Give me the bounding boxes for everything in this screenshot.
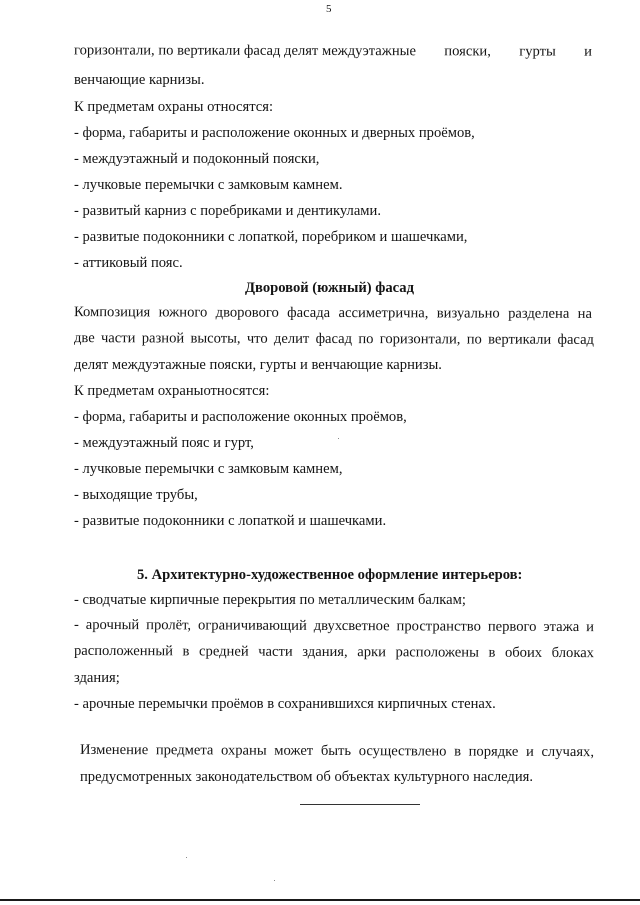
section-heading-interiors: 5. Архитектурно-художественное оформление интерьеров: — [137, 567, 523, 583]
section-heading-courtyard-facade: Дворовой (южный) фасад — [245, 280, 414, 296]
closing-paragraph-line-2: предусмотренных законодательством об объектах культурного наследия. — [80, 769, 534, 785]
scan-speck — [186, 857, 187, 858]
protected-items-intro-1: К предметам охраны относятся: — [74, 99, 274, 115]
list-item: - форма, габариты и расположение оконных и дверных проёмов, — [74, 125, 475, 141]
signature-divider-line — [300, 804, 420, 805]
paragraph-line-2: венчающие карнизы. — [74, 72, 205, 88]
page-number: 5 — [326, 3, 332, 15]
list-item: - сводчатые кирпичные перекрытия по металлическим балкам; — [74, 592, 466, 608]
list-item: - аттиковый пояс. — [74, 255, 183, 271]
scan-speck — [274, 880, 275, 881]
line-1-segment-1: горизонтали, по вертикали фасад делят междуэтажные — [73, 42, 416, 60]
list-item: - междуэтажный пояс и гурт, — [74, 435, 254, 451]
paragraph-line: Композиция южного дворового фасада ассиметрична, визуально разделена на — [73, 304, 593, 322]
paragraph-line: две части разной высоты, что делит фасад по горизонтали, по вертикали фасад — [73, 330, 595, 348]
list-item: - арочные перемычки проёмов в сохранившихся кирпичных стенах. — [74, 696, 496, 712]
line-1-segment-4: и — [584, 43, 592, 60]
list-item: - развитые подоконники с лопаткой, поребриком и шашечками, — [74, 229, 468, 245]
list-item: - развитые подоконники с лопаткой и шашечками. — [74, 513, 387, 529]
list-item-continuation: здания; — [74, 670, 120, 686]
list-item: - лучковые перемычки с замковым камнем. — [74, 177, 343, 193]
list-item: - выходящие трубы, — [74, 487, 198, 503]
list-item: - лучковые перемычки с замковым камнем, — [74, 461, 343, 477]
scan-speck — [338, 438, 339, 439]
paragraph-line-1 — [74, 41, 592, 60]
list-item: - арочный пролёт, ограничивающий двухсветное пространство первого этажа и — [73, 616, 595, 636]
line-1-segment-2: пояски, — [444, 43, 491, 60]
list-item: - форма, габариты и расположение оконных проёмов, — [74, 409, 407, 425]
paragraph-line: делят междуэтажные пояски, гурты и венчающие карнизы. — [74, 357, 442, 373]
list-item: - междуэтажный и подоконный пояски, — [74, 151, 320, 167]
closing-paragraph-line-1: Изменение предмета охраны может быть осуществлено в порядке и случаях, — [79, 741, 595, 761]
protected-items-intro-2: К предметам охраныотносятся: — [74, 383, 270, 399]
line-1-segment-3: гурты — [519, 43, 556, 60]
list-item-continuation: расположенный в средней части здания, арки расположены в обоих блоках — [73, 642, 595, 662]
list-item: - развитый карниз с поребриками и дентикулами. — [74, 203, 381, 219]
scan-edge-line — [0, 899, 640, 901]
